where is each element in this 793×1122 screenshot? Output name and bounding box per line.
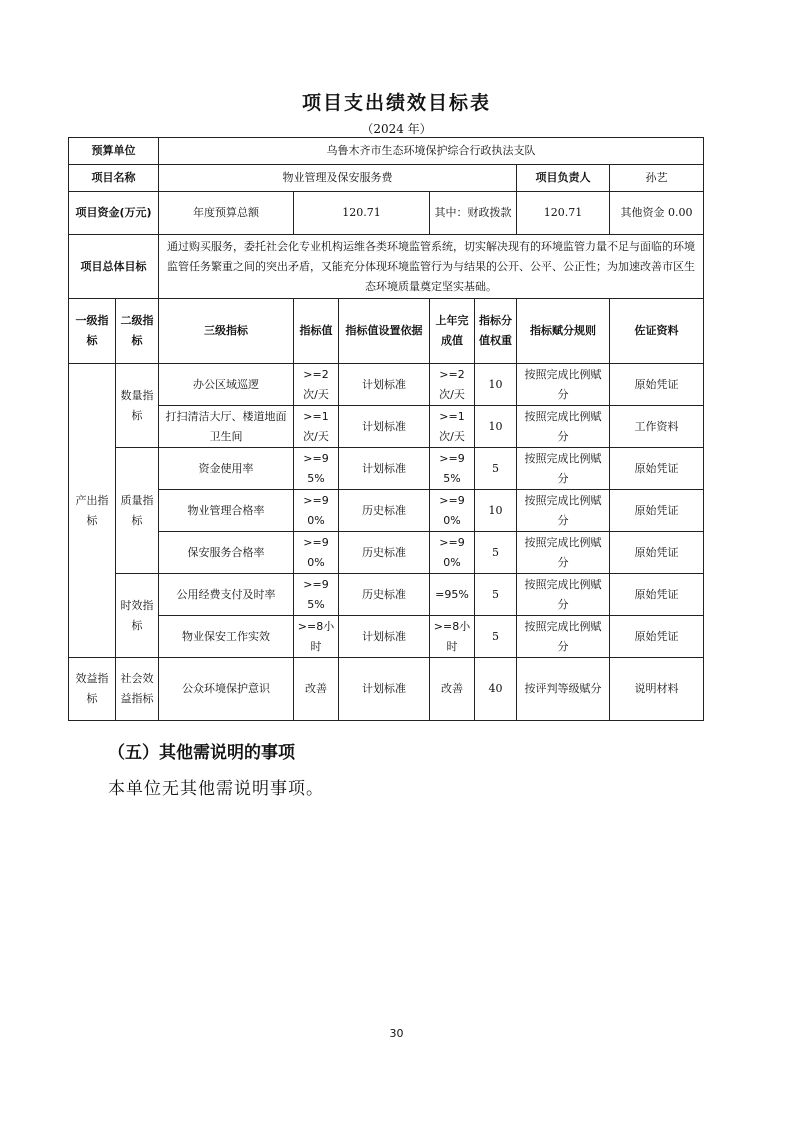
level2-quantity: 数量指标 <box>116 364 159 448</box>
table-row <box>69 490 704 532</box>
indicator-weight: 5 <box>475 616 517 658</box>
project-name-row <box>69 165 704 192</box>
indicator-rule: 按照完成比例赋分 <box>517 406 610 448</box>
indicator-weight: 40 <box>475 658 517 721</box>
header-level1: 一级指标 <box>69 299 116 364</box>
indicator-name: 公用经费支付及时率 <box>159 574 294 616</box>
table-row <box>69 658 704 721</box>
table-row <box>69 406 704 448</box>
project-name-value: 物业管理及保安服务费 <box>159 165 517 192</box>
indicator-last-year: >=8小时 <box>430 616 475 658</box>
header-level3: 三级指标 <box>159 299 294 364</box>
level1-effect: 效益指标 <box>69 658 116 721</box>
indicator-value: >=95% <box>294 448 339 490</box>
section-body: 本单位无其他需说明事项。 <box>108 779 324 799</box>
indicator-name: 办公区域巡逻 <box>159 364 294 406</box>
other-funds <box>610 192 704 235</box>
table-row <box>69 448 704 490</box>
funds-label: 项目资金(万元) <box>69 192 159 235</box>
indicator-rule: 按照完成比例赋分 <box>517 448 610 490</box>
indicator-basis: 计划标准 <box>339 448 430 490</box>
table-row <box>69 616 704 658</box>
header-rule: 指标赋分规则 <box>517 299 610 364</box>
project-name-label: 项目名称 <box>69 165 159 192</box>
level2-timeliness: 时效指标 <box>116 574 159 658</box>
indicator-rule: 按照完成比例赋分 <box>517 574 610 616</box>
indicator-last-year: >=2次/天 <box>430 364 475 406</box>
header-evidence: 佐证资料 <box>610 299 704 364</box>
project-leader-label: 项目负责人 <box>517 165 610 192</box>
section-heading: （五）其他需说明的事项 <box>108 743 295 763</box>
indicator-weight: 10 <box>475 364 517 406</box>
indicator-weight: 5 <box>475 532 517 574</box>
indicator-last-year: 改善 <box>430 658 475 721</box>
performance-table <box>68 137 704 721</box>
table-row <box>69 364 704 406</box>
page-number: 30 <box>389 1027 404 1040</box>
indicator-weight: 5 <box>475 574 517 616</box>
header-value: 指标值 <box>294 299 339 364</box>
indicator-weight: 10 <box>475 490 517 532</box>
fiscal-value: 120.71 <box>517 192 610 235</box>
indicator-evidence: 原始凭证 <box>610 490 704 532</box>
indicator-name: 物业保安工作实效 <box>159 616 294 658</box>
indicator-rule: 按照完成比例赋分 <box>517 364 610 406</box>
indicator-basis: 计划标准 <box>339 406 430 448</box>
indicator-name: 保安服务合格率 <box>159 532 294 574</box>
table-row <box>69 574 704 616</box>
annual-budget-label: 年度预算总额 <box>159 192 294 235</box>
level1-output: 产出指标 <box>69 364 116 658</box>
indicator-evidence: 原始凭证 <box>610 616 704 658</box>
indicator-name: 打扫清洁大厅、楼道地面卫生间 <box>159 406 294 448</box>
indicator-evidence: 原始凭证 <box>610 448 704 490</box>
indicator-basis: 历史标准 <box>339 532 430 574</box>
table-year: （2024 年） <box>361 122 432 136</box>
level2-social: 社会效益指标 <box>116 658 159 721</box>
indicator-rule: 按照完成比例赋分 <box>517 490 610 532</box>
indicator-evidence: 原始凭证 <box>610 364 704 406</box>
indicator-evidence: 原始凭证 <box>610 532 704 574</box>
indicator-value: >=1次/天 <box>294 406 339 448</box>
indicator-value: >=8小时 <box>294 616 339 658</box>
other-funds-label: 其他资金 <box>620 206 665 219</box>
annual-budget-value: 120.71 <box>294 192 430 235</box>
header-last-year: 上年完成值 <box>430 299 475 364</box>
table-row <box>69 532 704 574</box>
indicator-rule: 按照完成比例赋分 <box>517 532 610 574</box>
indicator-basis: 计划标准 <box>339 364 430 406</box>
indicator-name: 公众环境保护意识 <box>159 658 294 721</box>
header-basis: 指标值设置依据 <box>339 299 430 364</box>
indicator-last-year: =95% <box>430 574 475 616</box>
table-title: 项目支出绩效目标表 <box>301 92 491 114</box>
indicator-evidence: 原始凭证 <box>610 574 704 616</box>
indicator-name: 资金使用率 <box>159 448 294 490</box>
indicator-weight: 5 <box>475 448 517 490</box>
other-funds-value: 0.00 <box>668 206 693 219</box>
indicator-basis: 计划标准 <box>339 616 430 658</box>
indicator-rule: 按评判等级赋分 <box>517 658 610 721</box>
budget-unit-value: 乌鲁木齐市生态环境保护综合行政执法支队 <box>159 138 704 165</box>
indicator-value: >=90% <box>294 532 339 574</box>
indicator-basis: 计划标准 <box>339 658 430 721</box>
header-level2: 二级指标 <box>116 299 159 364</box>
overall-goal-row <box>69 235 704 299</box>
level2-quality: 质量指标 <box>116 448 159 574</box>
budget-unit-label: 预算单位 <box>69 138 159 165</box>
budget-unit-row <box>69 138 704 165</box>
indicator-value: >=95% <box>294 574 339 616</box>
indicator-evidence: 工作资料 <box>610 406 704 448</box>
indicator-value: >=90% <box>294 490 339 532</box>
overall-goal-text: 通过购买服务，委托社会化专业机构运维各类环境监管系统，切实解决现有的环境监管力量不足与面临的环境监管任务繁重之间的突出矛盾，又能充分体现环境监管行为与结果的公开、公平、公正性；为加速改善市区生态环境质量奠定坚实基础。 <box>159 235 704 299</box>
indicator-last-year: >=90% <box>430 490 475 532</box>
indicator-last-year: >=90% <box>430 532 475 574</box>
header-weight: 指标分值权重 <box>475 299 517 364</box>
funds-row <box>69 192 704 235</box>
indicator-name: 物业管理合格率 <box>159 490 294 532</box>
header-row <box>69 299 704 364</box>
indicator-rule: 按照完成比例赋分 <box>517 616 610 658</box>
indicator-value: 改善 <box>294 658 339 721</box>
indicator-basis: 历史标准 <box>339 490 430 532</box>
indicator-basis: 历史标准 <box>339 574 430 616</box>
project-leader-value: 孙艺 <box>610 165 704 192</box>
overall-goal-label: 项目总体目标 <box>69 235 159 299</box>
indicator-evidence: 说明材料 <box>610 658 704 721</box>
fiscal-label: 其中：财政拨款 <box>430 192 517 235</box>
indicator-last-year: >=95% <box>430 448 475 490</box>
indicator-last-year: >=1次/天 <box>430 406 475 448</box>
indicator-weight: 10 <box>475 406 517 448</box>
indicator-value: >=2次/天 <box>294 364 339 406</box>
